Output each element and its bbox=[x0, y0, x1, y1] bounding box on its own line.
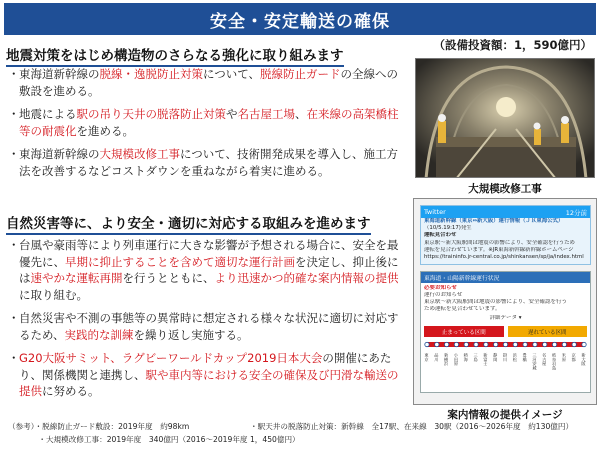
station-label: 京都 bbox=[571, 353, 577, 362]
section2-bullets bbox=[8, 237, 408, 407]
section1-bullets bbox=[8, 66, 408, 186]
body-text: を繰り返し実施する。 bbox=[133, 327, 249, 342]
station-label: 浜松 bbox=[512, 353, 518, 362]
app-notice: 必要お知らせ bbox=[424, 285, 457, 291]
chevron-down-icon: ▾ bbox=[518, 315, 522, 321]
station-label: 米原 bbox=[561, 353, 567, 362]
section1-heading-text: 地震対策をはじめ構造物のさらなる強化に取り組みます bbox=[6, 48, 344, 64]
station-marker bbox=[552, 342, 556, 346]
section2-bullet bbox=[8, 237, 408, 303]
section1-heading bbox=[6, 44, 344, 64]
station-marker bbox=[543, 342, 547, 346]
station-label: 新富士 bbox=[483, 353, 489, 366]
twitter-line: 運転見合わせ bbox=[424, 232, 457, 239]
twitter-line: 運転を見合わせています。※JR東海新幹線新幹線ホームページ bbox=[424, 246, 574, 253]
bullet-mark: ・ bbox=[8, 351, 20, 365]
station-marker bbox=[493, 342, 497, 346]
page-title-text: 安全・安定輸送の確保 bbox=[210, 11, 390, 32]
twitter-lines bbox=[421, 225, 590, 261]
construction-photo bbox=[415, 58, 595, 178]
station-label: 品川 bbox=[434, 353, 440, 362]
station-marker bbox=[582, 342, 586, 346]
station-label: 豊橋 bbox=[522, 353, 528, 362]
station-marker bbox=[484, 342, 488, 346]
station-marker bbox=[435, 342, 439, 346]
station-label: 静岡 bbox=[493, 353, 499, 362]
twitter-card bbox=[420, 205, 591, 265]
body-text: の全線への敷設を進める。 bbox=[19, 67, 399, 98]
twitter-line: 東京駅〜新大阪駅間は地震の影響により、安全確認を行うため bbox=[424, 239, 575, 246]
station-marker bbox=[474, 342, 478, 346]
station-marker bbox=[444, 342, 448, 346]
body-text: や bbox=[226, 107, 238, 121]
app-line: 東京駅〜新大阪駅間は地震の影響により、安全確認を行う bbox=[424, 299, 568, 305]
photo-caption: 大規模改修工事 bbox=[468, 183, 542, 195]
body-text: を決定し、抑止後には bbox=[19, 254, 399, 285]
section1-bullet bbox=[8, 66, 408, 99]
body-text: について、 bbox=[203, 67, 261, 81]
station-marker bbox=[454, 342, 458, 346]
highlight-text: 駅の吊り天井の脱落防止対策 bbox=[76, 107, 226, 121]
highlight-text: 早期に抑止することを含めて適切な運行計画 bbox=[65, 254, 295, 269]
twitter-line: （10/5.19:17)発生 bbox=[424, 225, 472, 232]
station-label: 東京 bbox=[424, 353, 430, 362]
station-label: 三河安城 bbox=[532, 353, 538, 370]
body-text: に取り組む。 bbox=[19, 287, 88, 302]
bullet-mark: ・ bbox=[8, 311, 20, 325]
info-caption: 案内情報の提供イメージ bbox=[447, 409, 563, 421]
app-header: 東海道・山陽新幹線運行状況 bbox=[421, 272, 590, 283]
highlight-text: 名古屋工場 bbox=[237, 107, 295, 121]
section2-heading-underline bbox=[6, 233, 371, 235]
footnote-2: ・大規模改修工事：2019年度 340億円（2016〜2019年度 1，450億円） bbox=[8, 435, 300, 444]
footnote-1: （参考）・脱線防止ガード敷設：2019年度 約98km ・駅天井の脱落防止対策：新幹線 全17駅、在来線 30駅（2016〜2026年度 約130億円） bbox=[8, 422, 574, 431]
delay-section-label: 遅れている区間 bbox=[508, 326, 588, 337]
highlight-text: 駅や車内等における安全の確保及び円滑な輸送の提供 bbox=[19, 367, 399, 398]
station-label: 三島 bbox=[473, 353, 479, 362]
station-marker bbox=[533, 342, 537, 346]
info-provision-image bbox=[413, 198, 597, 405]
station-label: 掛川 bbox=[503, 353, 508, 362]
details-button[interactable] bbox=[421, 315, 590, 322]
section2-heading bbox=[6, 212, 371, 232]
station-label: 名古屋 bbox=[542, 353, 548, 366]
twitter-time: 12分前 bbox=[565, 208, 587, 217]
highlight-text: 速やかな運転再開 bbox=[30, 271, 123, 285]
body-text: 自然災害や不測の事態等の異常時に想定される様々な状況に適切に対応するため、 bbox=[19, 311, 399, 342]
body-text: に努める。 bbox=[42, 384, 100, 398]
station-label: 熱海 bbox=[463, 353, 469, 362]
station-marker bbox=[572, 342, 576, 346]
body-text: の開催にあたり、関係機関と連携し、 bbox=[19, 351, 392, 382]
details-label: 詳細データ bbox=[489, 315, 517, 321]
body-text: 、 bbox=[295, 107, 307, 121]
station-marker bbox=[464, 342, 468, 346]
section2-heading-text: 自然災害等に、より安全・適切に対応する取組みを進めます bbox=[6, 216, 371, 232]
station-label: 小田原 bbox=[453, 353, 459, 366]
app-line: ため運転を見合わせています。 bbox=[424, 306, 501, 312]
station-marker bbox=[523, 342, 527, 346]
bullet-mark: ・ bbox=[8, 147, 20, 161]
body-text: 東海道新幹線の bbox=[19, 67, 100, 81]
route-map bbox=[421, 339, 590, 377]
app-card bbox=[420, 271, 591, 393]
station-marker bbox=[513, 342, 517, 346]
body-text: 東海道新幹線の bbox=[19, 147, 100, 161]
highlight-text: G20大阪サミット、ラグビーワールドカップ2019日本大会 bbox=[19, 351, 323, 365]
twitter-header bbox=[421, 206, 590, 218]
highlight-text: 在来線の高架橋柱等の耐震化 bbox=[19, 107, 399, 138]
tunnel-illustration bbox=[416, 59, 595, 178]
highlight-text: 大規模改修工事 bbox=[99, 147, 180, 161]
section2-bullet bbox=[8, 350, 408, 400]
highlight-text: 実践的な訓練 bbox=[64, 327, 134, 342]
highlight-text: 脱線防止ガード bbox=[260, 67, 341, 81]
section1-bullet bbox=[8, 106, 408, 139]
highlight-text: より迅速かつ的確な案内情報の提供 bbox=[214, 271, 399, 285]
section2-bullet bbox=[8, 310, 408, 343]
twitter-line: https://traininfo.jr-central.co.jp/shinkansen/sp/ja/index.html bbox=[424, 254, 584, 261]
page-title bbox=[4, 3, 596, 35]
station-marker bbox=[562, 342, 566, 346]
station-label: 新大阪 bbox=[581, 353, 587, 366]
station-label: 岐阜羽島 bbox=[552, 353, 558, 370]
app-line: 運行のお知らせ bbox=[424, 292, 463, 298]
station-marker bbox=[425, 342, 429, 346]
body-text: を進める。 bbox=[76, 123, 134, 138]
bullet-mark: ・ bbox=[8, 238, 20, 252]
highlight-text: 脱線・逸脱防止対策 bbox=[99, 67, 203, 81]
body-text: 地震による bbox=[19, 107, 77, 121]
investment-amount: （設備投資額：1，590億円） bbox=[433, 38, 592, 52]
bullet-mark: ・ bbox=[8, 67, 20, 81]
body-text: を行うとともに、 bbox=[122, 271, 215, 285]
body-text: 台風や豪雨等により列車運行に大きな影響が予想される場合に、安全を最優先に、 bbox=[19, 238, 399, 269]
bullet-mark: ・ bbox=[8, 107, 20, 121]
status-legend bbox=[421, 324, 590, 339]
stop-section-label: 止まっている区間 bbox=[424, 326, 504, 337]
station-label: 新横浜 bbox=[444, 353, 450, 366]
twitter-account: 東海道新幹線（東京⇔新大阪）運行情報（ＪＲ東海公式） bbox=[424, 218, 564, 224]
station-marker bbox=[503, 342, 507, 346]
app-lines bbox=[421, 292, 590, 313]
twitter-brand: Twitter bbox=[424, 208, 446, 216]
body-text: について、技術開発成果を導入し、施工方法を改善するなどコストダウンを重ねながら着実に進める。 bbox=[19, 147, 399, 178]
section1-bullet bbox=[8, 146, 408, 179]
